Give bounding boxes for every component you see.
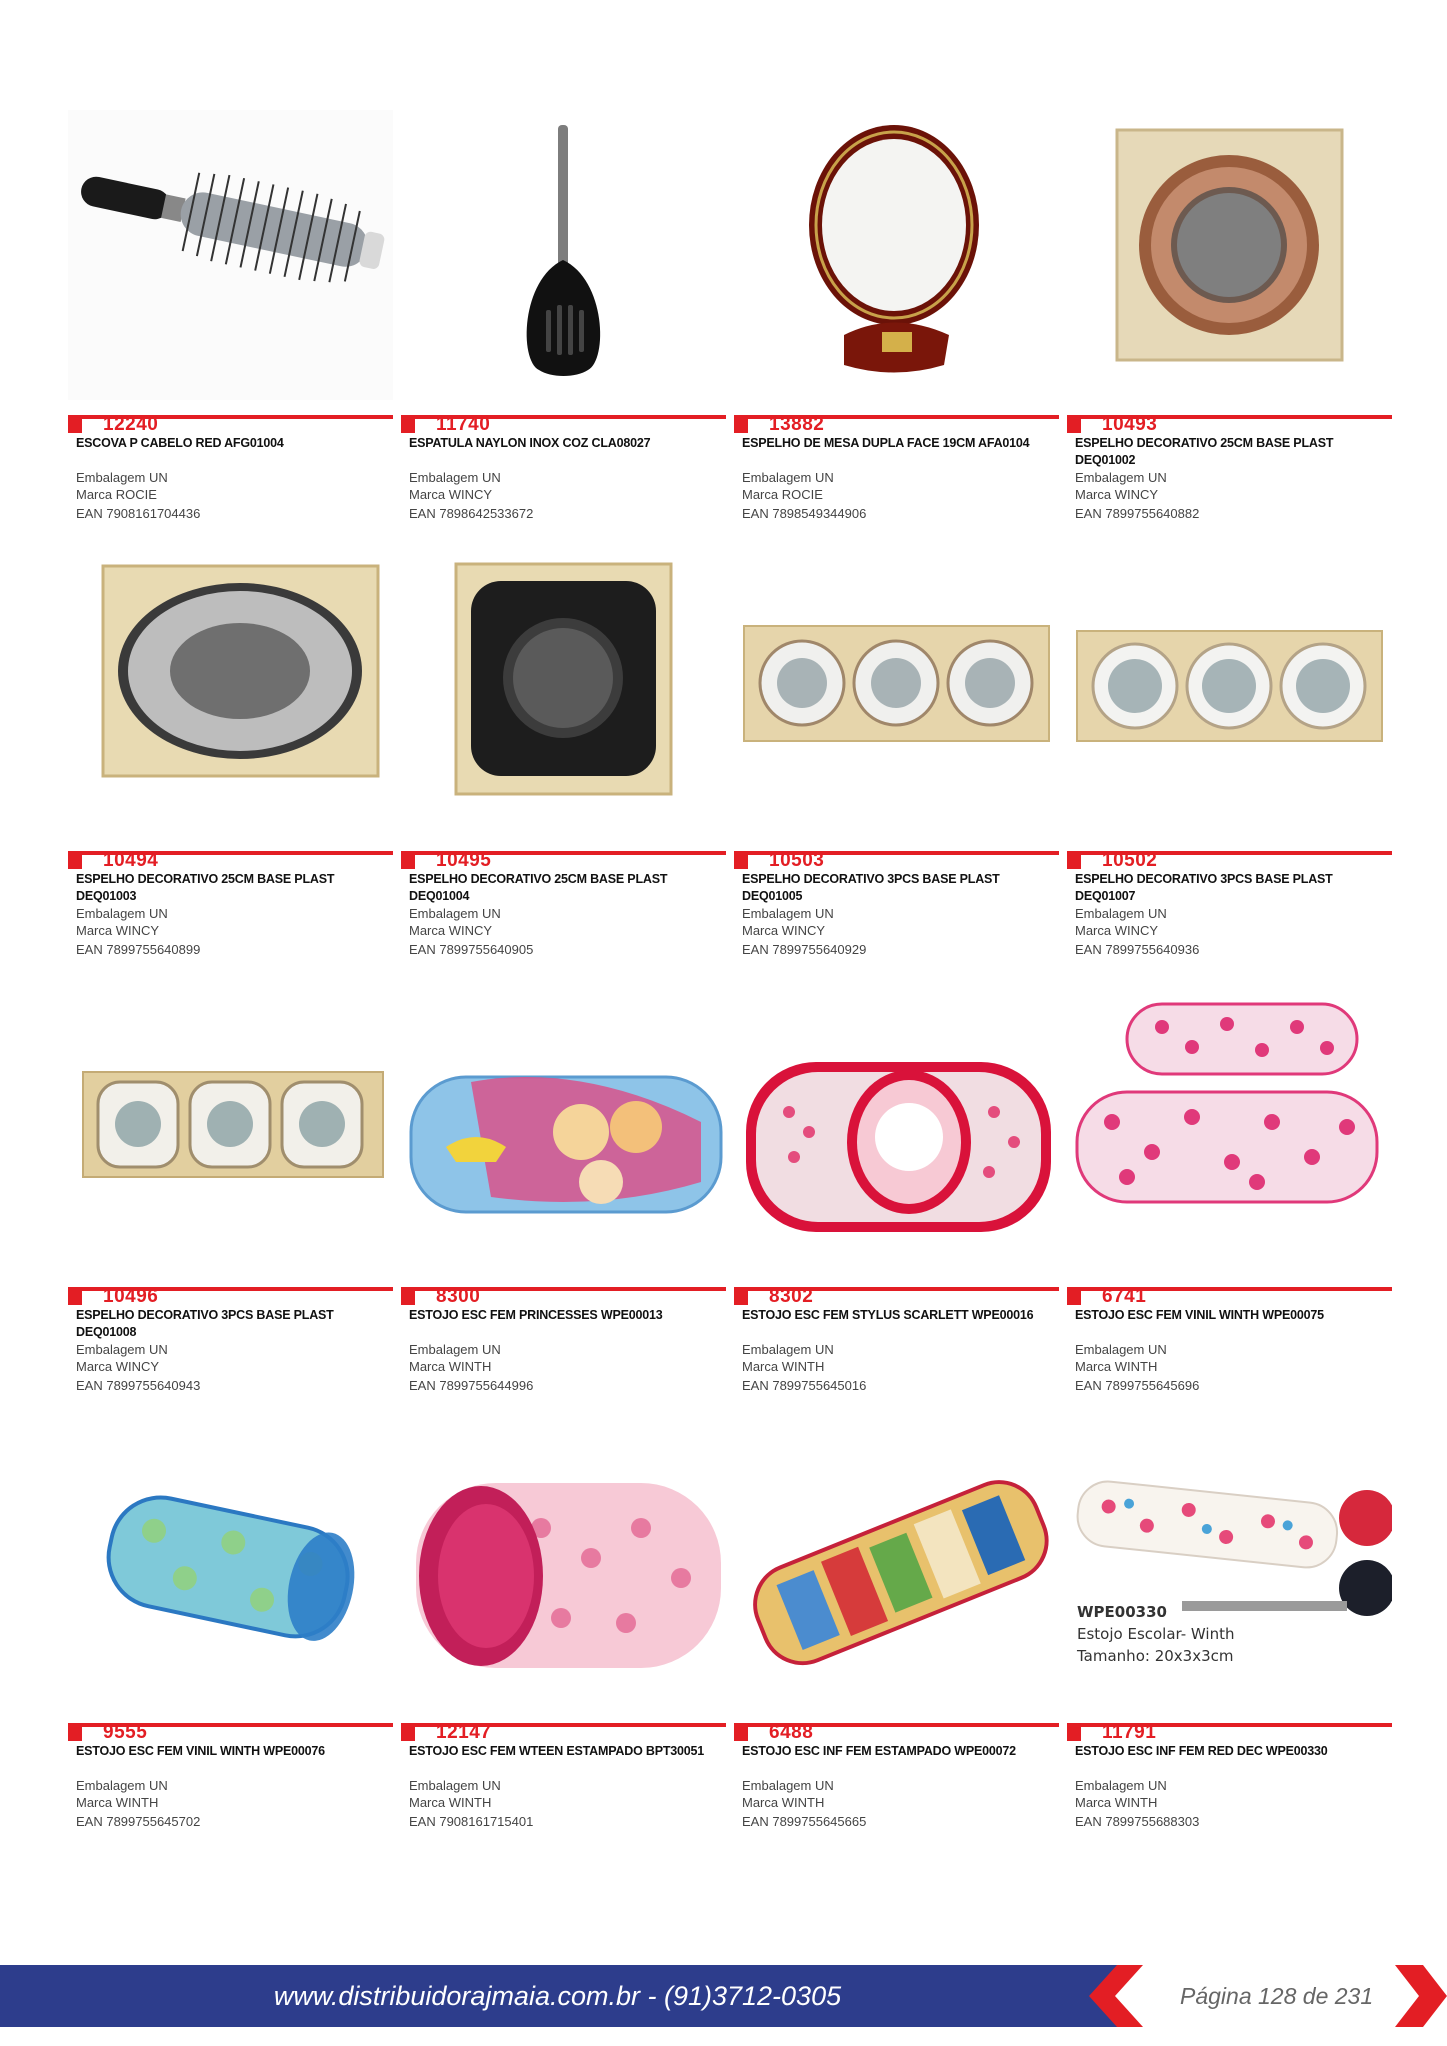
product-ean: EAN 7899755644996 bbox=[409, 1378, 534, 1393]
pencil-case-icon bbox=[1067, 1418, 1392, 1708]
product-ean: EAN 7899755645016 bbox=[742, 1378, 867, 1393]
product-info bbox=[401, 851, 726, 957]
product-card[interactable] bbox=[1067, 982, 1400, 1418]
product-row bbox=[68, 110, 1400, 546]
product-description: ESTOJO ESC FEM VINIL WINTH WPE00076 bbox=[76, 1744, 325, 1758]
product-ean: EAN 7899755640882 bbox=[1075, 506, 1200, 521]
product-ean: EAN 7908161704436 bbox=[76, 506, 201, 521]
hair-brush-icon bbox=[68, 110, 393, 400]
product-info bbox=[1067, 1287, 1392, 1393]
red-tab bbox=[734, 1287, 748, 1305]
red-tab bbox=[734, 415, 748, 433]
product-packaging: Embalagem UN bbox=[76, 1778, 168, 1793]
three-mirrors-icon bbox=[68, 982, 393, 1272]
product-packaging: Embalagem UN bbox=[409, 1342, 501, 1357]
product-description: ESTOJO ESC INF FEM ESTAMPADO WPE00072 bbox=[742, 1744, 1016, 1758]
red-tab bbox=[68, 1287, 82, 1305]
product-packaging: Embalagem UN bbox=[742, 1342, 834, 1357]
product-description: ESTOJO ESC FEM WTEEN ESTAMPADO BPT30051 bbox=[409, 1744, 705, 1758]
product-description: ESPELHO DECORATIVO 3PCS BASE PLAST DEQ01008 bbox=[76, 1308, 334, 1339]
three-mirrors-icon bbox=[734, 546, 1059, 836]
red-tab bbox=[1067, 1723, 1081, 1741]
product-info bbox=[68, 415, 393, 521]
product-info bbox=[1067, 1723, 1392, 1829]
product-card[interactable] bbox=[734, 110, 1067, 546]
product-brand: Marca WINTH bbox=[742, 1359, 825, 1374]
product-code: 8300 bbox=[436, 1286, 481, 1307]
red-tab bbox=[734, 851, 748, 869]
red-tab bbox=[68, 851, 82, 869]
product-brand: Marca WINTH bbox=[409, 1359, 492, 1374]
red-tab bbox=[401, 1723, 415, 1741]
product-code: 12147 bbox=[436, 1722, 492, 1743]
product-ean: EAN 7899755640943 bbox=[76, 1378, 201, 1393]
page-number: Página 128 de 231 bbox=[1180, 1983, 1374, 2009]
red-tab bbox=[734, 1723, 748, 1741]
product-card[interactable] bbox=[734, 1418, 1067, 1854]
product-card[interactable] bbox=[1067, 546, 1400, 982]
caption-line-2: Tamanho: 20x3x3cm bbox=[1077, 1647, 1234, 1665]
product-card[interactable] bbox=[401, 1418, 734, 1854]
pencil-case-icon bbox=[401, 982, 726, 1272]
product-card[interactable] bbox=[401, 546, 734, 982]
product-brand: Marca WINCY bbox=[76, 1359, 160, 1374]
product-packaging: Embalagem UN bbox=[76, 906, 168, 921]
product-ean: EAN 7899755645702 bbox=[76, 1814, 201, 1829]
red-tab bbox=[401, 415, 415, 433]
product-packaging: Embalagem UN bbox=[1075, 470, 1167, 485]
pencil-case-icon bbox=[734, 982, 1059, 1272]
product-packaging: Embalagem UN bbox=[409, 906, 501, 921]
product-info bbox=[401, 415, 726, 521]
product-card[interactable] bbox=[68, 982, 401, 1418]
red-tab bbox=[68, 415, 82, 433]
product-description: ESCOVA P CABELO RED AFG01004 bbox=[76, 436, 284, 450]
product-ean: EAN 7898642533672 bbox=[409, 506, 534, 521]
product-code: 10493 bbox=[1102, 414, 1158, 435]
product-description: ESTOJO ESC FEM VINIL WINTH WPE00075 bbox=[1075, 1308, 1324, 1322]
red-tab bbox=[401, 851, 415, 869]
product-packaging: Embalagem UN bbox=[742, 470, 834, 485]
product-code: 10503 bbox=[769, 850, 825, 871]
product-card[interactable] bbox=[68, 546, 401, 982]
product-info bbox=[734, 1723, 1059, 1829]
product-brand: Marca ROCIE bbox=[742, 487, 823, 502]
product-code: 6488 bbox=[769, 1722, 814, 1743]
oval-mirror-icon bbox=[68, 546, 393, 836]
product-code: 10502 bbox=[1102, 850, 1158, 871]
product-info bbox=[1067, 851, 1392, 957]
product-info bbox=[68, 1287, 393, 1393]
product-packaging: Embalagem UN bbox=[1075, 906, 1167, 921]
product-packaging: Embalagem UN bbox=[409, 470, 501, 485]
product-code: 10496 bbox=[103, 1286, 159, 1307]
product-description: ESPELHO DECORATIVO 25CM BASE PLAST DEQ01002 bbox=[1075, 436, 1334, 467]
product-code: 13882 bbox=[769, 414, 825, 435]
product-description: ESTOJO ESC INF FEM RED DEC WPE00330 bbox=[1075, 1744, 1328, 1758]
product-brand: Marca WINTH bbox=[1075, 1359, 1158, 1374]
product-info bbox=[734, 851, 1059, 957]
product-info bbox=[68, 1723, 393, 1829]
product-ean: EAN 7899755640899 bbox=[76, 942, 201, 957]
red-tab bbox=[401, 1287, 415, 1305]
product-brand: Marca WINCY bbox=[409, 487, 493, 502]
product-brand: Marca WINCY bbox=[409, 923, 493, 938]
three-mirrors-icon bbox=[1067, 546, 1392, 836]
product-card[interactable] bbox=[68, 110, 401, 546]
product-description: ESPELHO DE MESA DUPLA FACE 19CM AFA0104 bbox=[742, 436, 1030, 450]
product-ean: EAN 7899755640929 bbox=[742, 942, 867, 957]
product-card[interactable] bbox=[734, 982, 1067, 1418]
product-brand: Marca ROCIE bbox=[76, 487, 157, 502]
product-card[interactable] bbox=[68, 1418, 401, 1854]
product-ean: EAN 7899755645665 bbox=[742, 1814, 867, 1829]
product-ean: EAN 7899755688303 bbox=[1075, 1814, 1200, 1829]
product-info bbox=[401, 1287, 726, 1393]
red-tab bbox=[1067, 1287, 1081, 1305]
product-brand: Marca WINCY bbox=[1075, 923, 1159, 938]
red-tab bbox=[1067, 851, 1081, 869]
product-card[interactable] bbox=[401, 982, 734, 1418]
product-brand: Marca WINTH bbox=[742, 1795, 825, 1810]
product-description: ESPELHO DECORATIVO 3PCS BASE PLAST DEQ01007 bbox=[1075, 872, 1333, 903]
product-brand: Marca WINCY bbox=[742, 923, 826, 938]
product-description: ESTOJO ESC FEM PRINCESSES WPE00013 bbox=[409, 1308, 663, 1322]
product-description: ESPELHO DECORATIVO 25CM BASE PLAST DEQ01003 bbox=[76, 872, 335, 903]
product-brand: Marca WINTH bbox=[1075, 1795, 1158, 1810]
product-ean: EAN 7899755640905 bbox=[409, 942, 534, 957]
product-ean: EAN 7898549344906 bbox=[742, 506, 867, 521]
product-code: 9555 bbox=[103, 1722, 148, 1743]
product-packaging: Embalagem UN bbox=[409, 1778, 501, 1793]
product-row bbox=[68, 546, 1400, 982]
product-packaging: Embalagem UN bbox=[76, 470, 168, 485]
product-card[interactable] bbox=[1067, 1418, 1400, 1854]
product-info bbox=[401, 1723, 726, 1829]
pencil-case-icon bbox=[401, 1418, 726, 1708]
product-brand: Marca WINCY bbox=[76, 923, 160, 938]
product-ean: EAN 7899755640936 bbox=[1075, 942, 1200, 957]
pencil-case-icon bbox=[68, 1418, 393, 1708]
ornate-mirror-icon bbox=[1067, 110, 1392, 400]
product-packaging: Embalagem UN bbox=[742, 906, 834, 921]
footer-url[interactable]: www.distribuidorajmaia.com.br - (91)3712-0305 bbox=[273, 1981, 842, 2011]
table-mirror-icon bbox=[734, 110, 1059, 400]
product-description: ESTOJO ESC FEM STYLUS SCARLETT WPE00016 bbox=[742, 1308, 1034, 1322]
image-caption bbox=[1077, 1603, 1235, 1665]
product-code: 11740 bbox=[436, 414, 491, 435]
product-code: 11791 bbox=[1102, 1722, 1157, 1743]
product-card[interactable] bbox=[734, 546, 1067, 982]
red-tab bbox=[1067, 415, 1081, 433]
product-brand: Marca WINCY bbox=[1075, 487, 1159, 502]
product-card[interactable] bbox=[1067, 110, 1400, 546]
red-tab bbox=[68, 1723, 82, 1741]
black-mirror-icon bbox=[401, 546, 726, 836]
product-info bbox=[68, 851, 393, 957]
product-description: ESPELHO DECORATIVO 3PCS BASE PLAST DEQ01005 bbox=[742, 872, 1000, 903]
pencil-case-icon bbox=[1067, 982, 1392, 1272]
product-ean: EAN 7908161715401 bbox=[409, 1814, 534, 1829]
product-packaging: Embalagem UN bbox=[1075, 1342, 1167, 1357]
product-packaging: Embalagem UN bbox=[1075, 1778, 1167, 1793]
product-code: 8302 bbox=[769, 1286, 814, 1307]
product-info bbox=[734, 415, 1059, 521]
product-packaging: Embalagem UN bbox=[742, 1778, 834, 1793]
product-description: ESPATULA NAYLON INOX COZ CLA08027 bbox=[409, 436, 651, 450]
product-code: 10495 bbox=[436, 850, 492, 871]
spatula-icon bbox=[401, 110, 726, 400]
product-info bbox=[1067, 415, 1392, 521]
product-brand: Marca WINTH bbox=[409, 1795, 492, 1810]
product-info bbox=[734, 1287, 1059, 1393]
product-code: 10494 bbox=[103, 850, 159, 871]
product-code: 12240 bbox=[103, 414, 159, 435]
footer bbox=[0, 1965, 1447, 2027]
product-row bbox=[68, 1418, 1400, 1854]
product-description: ESPELHO DECORATIVO 25CM BASE PLAST DEQ01004 bbox=[409, 872, 668, 903]
caption-code: WPE00330 bbox=[1077, 1603, 1167, 1621]
pencil-case-icon bbox=[734, 1418, 1059, 1708]
product-ean: EAN 7899755645696 bbox=[1075, 1378, 1200, 1393]
product-packaging: Embalagem UN bbox=[76, 1342, 168, 1357]
product-brand: Marca WINTH bbox=[76, 1795, 159, 1810]
product-grid bbox=[68, 110, 1400, 1854]
product-card[interactable] bbox=[401, 110, 734, 546]
product-code: 6741 bbox=[1102, 1286, 1147, 1307]
product-row bbox=[68, 982, 1400, 1418]
caption-line-1: Estojo Escolar- Winth bbox=[1077, 1625, 1235, 1643]
